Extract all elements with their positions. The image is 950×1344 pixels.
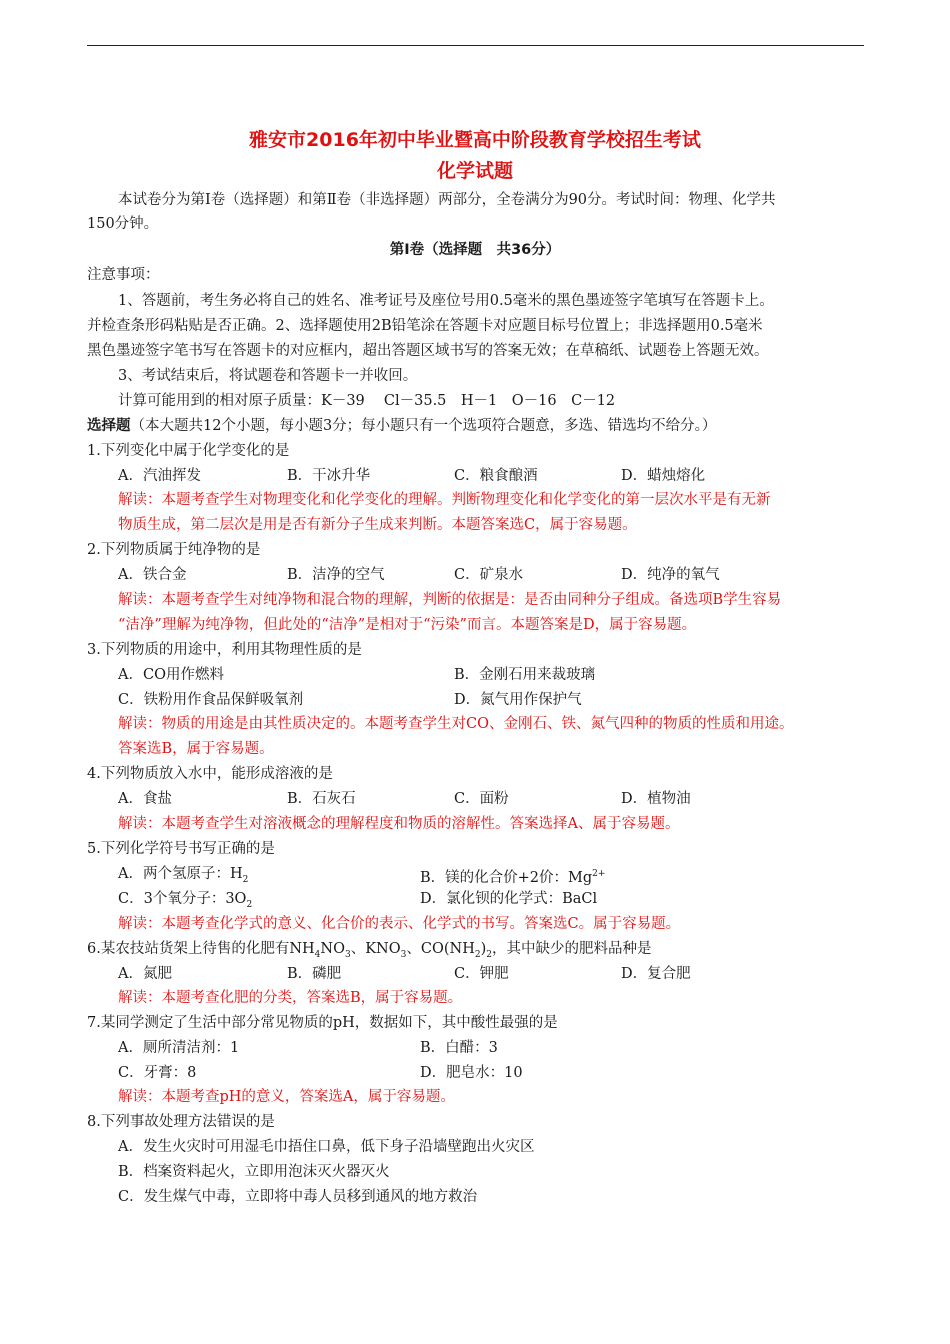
- q4-option-c: C．面粉: [454, 791, 509, 807]
- q4-option-a: A．食盐: [118, 791, 172, 807]
- q6-explanation-1: 解读：本题考查化肥的分类，答案选B，属于容易题。: [118, 990, 463, 1006]
- q3-stem: 3.下列物质的用途中，利用其物理性质的是: [87, 642, 362, 658]
- q5-option-a: [118, 864, 248, 890]
- q8-option-c: C．发生煤气中毒，立即将中毒人员移到通风的地方救治: [118, 1189, 478, 1205]
- choice-section-heading: [87, 416, 716, 436]
- q6-option-b: B．磷肥: [287, 966, 342, 982]
- q1-option-a: A．汽油挥发: [118, 468, 201, 484]
- q5-option-c-subscript: 2: [246, 899, 253, 910]
- q1-option-b: B．干冰升华: [287, 468, 371, 484]
- note-1c: 黑色墨迹签字笔书写在答题卡的对应框内，超出答题区域书写的答案无效；在草稿纸、试题卷上答题无效。: [87, 343, 769, 359]
- q5-option-c-text: C．3个氧分子：3O: [118, 891, 247, 907]
- q4-option-d: D．植物油: [621, 791, 691, 807]
- q5-option-d: D．氯化钡的化学式：BaCl: [420, 891, 598, 907]
- q1-option-d: D．蜡烛熔化: [621, 468, 706, 484]
- q6-stem-text-2: NO: [320, 941, 345, 957]
- q4-explanation-1: 解读：本题考查学生对溶液概念的理解程度和物质的溶解性。答案选择A、属于容易题。: [118, 816, 680, 832]
- q6-stem: [87, 939, 652, 965]
- notes-heading: 注意事项：: [87, 267, 160, 283]
- q6-stem-text-4: 、CO(NH: [406, 941, 475, 957]
- q4-stem: 4.下列物质放入水中，能形成溶液的是: [87, 766, 333, 782]
- q6-stem-sub-1: 4: [314, 949, 321, 960]
- q6-stem-sub-3: 3: [400, 949, 407, 960]
- q7-explanation-1: 解读：本题考查pH的意义，答案选A，属于容易题。: [118, 1089, 455, 1105]
- q5-option-c: [118, 889, 252, 915]
- note-1a: 1、答题前，考生务必将自己的姓名、准考证号及座位号用0.5毫米的黑色墨迹签字笔填写在答题卡上。: [118, 293, 774, 309]
- q3-option-b: B．金刚石用来裁玻璃: [454, 667, 596, 683]
- q5-option-a-subscript: 2: [242, 874, 249, 885]
- header-rule: [87, 45, 864, 46]
- subject-title: 化学试题: [436, 160, 513, 182]
- q3-explanation-1: 解读：物质的用途是由其性质决定的。本题考查学生对CO、金刚石、铁、氮气四种的物质的性质和用途。: [118, 716, 794, 732]
- note-1b: 并检查条形码粘贴是否正确。2、选择题使用2B铅笔涂在答题卡对应题目标号位置上；非选择题用0.5毫米: [87, 318, 763, 334]
- q3-option-a: A．CO用作燃料: [118, 667, 224, 683]
- q7-option-c: C．牙膏：8: [118, 1065, 197, 1081]
- q5-explanation-1: 解读：本题考查化学式的意义、化合价的表示、化学式的书写。答案选C。属于容易题。: [118, 916, 681, 932]
- q5-option-b-text: B．镁的化合价+2价：Mg: [420, 869, 593, 886]
- q6-option-c: C．钾肥: [454, 966, 509, 982]
- q2-option-c: C．矿泉水: [454, 567, 524, 583]
- q5-option-a-text: A．两个氢原子：H: [118, 866, 243, 882]
- q6-stem-sub-5: 2: [486, 949, 492, 960]
- q4-option-b: B．石灰石: [287, 791, 356, 807]
- q5-option-b-superscript: 2+: [592, 869, 606, 879]
- section-title: 第Ⅰ卷（选择题 共36分）: [389, 242, 561, 258]
- q6-stem-text-5: ): [480, 941, 487, 957]
- q8-option-b: B．档案资料起火，立即用泡沫灭火器灭火: [118, 1164, 390, 1180]
- q6-stem-text-1: 6.某农技站货架上待售的化肥有NH: [87, 941, 315, 957]
- q5-option-b: [420, 864, 605, 888]
- q2-explanation-1: 解读：本题考查学生对纯净物和混合物的理解，判断的依据是：是否由同种分子组成。备选项B学生容易: [118, 592, 782, 608]
- q2-option-a: A．铁合金: [118, 567, 187, 583]
- q5-stem: 5.下列化学符号书写正确的是: [87, 841, 275, 857]
- q2-option-b: B．洁净的空气: [287, 567, 385, 583]
- q6-option-a: A．氮肥: [118, 966, 172, 982]
- intro-line-1: 本试卷分为第Ⅰ卷（选择题）和第Ⅱ卷（非选择题）两部分，全卷满分为90分。考试时间：物理、化学共: [118, 192, 776, 208]
- q8-stem: 8.下列事故处理方法错误的是: [87, 1114, 275, 1130]
- q6-stem-sub-2: 3: [344, 949, 351, 960]
- q1-explanation-2: 物质生成，第二层次是用是否有新分子生成来判断。本题答案选C，属于容易题。: [118, 517, 637, 533]
- q6-stem-sub-4: 2: [474, 949, 481, 960]
- q2-option-d: D．纯净的氧气: [621, 567, 720, 583]
- q2-stem: 2.下列物质属于纯净物的是: [87, 542, 261, 558]
- q7-option-b: B．白醋：3: [420, 1040, 498, 1056]
- exam-title: 雅安市2016年初中毕业暨高中阶段教育学校招生考试: [249, 129, 701, 151]
- choice-section-instructions: （本大题共12个小题，每小题3分；每小题只有一个选项符合题意，多选、错选均不给分。）: [130, 418, 717, 434]
- q1-explanation-1: 解读：本题考查学生对物理变化和化学变化的理解。判断物理变化和化学变化的第一层次水平是有无新: [118, 492, 771, 508]
- q1-stem: 1.下列变化中属于化学变化的是: [87, 443, 290, 459]
- q7-option-a: A．厕所清洁剂：1: [118, 1040, 240, 1056]
- q7-stem: 7.某同学测定了生活中部分常见物质的pH，数据如下，其中酸性最强的是: [87, 1015, 558, 1031]
- choice-section-label: 选择题: [87, 418, 131, 434]
- q6-stem-text-3: 、KNO: [350, 941, 401, 957]
- q6-option-d: D．复合肥: [621, 966, 691, 982]
- intro-line-2: 150分钟。: [87, 216, 159, 232]
- atomic-mass-line: 计算可能用到的相对原子质量：K－39 Cl－35.5 H－1 O－16 C－12: [118, 393, 616, 409]
- q6-stem-text-6: ，其中缺少的肥料品种是: [492, 941, 652, 957]
- q3-option-d: D．氮气用作保护气: [454, 692, 582, 708]
- q2-explanation-2: “洁净”理解为纯净物，但此处的“洁净”是相对于“污染”而言。本题答案是D，属于容易题。: [118, 617, 697, 633]
- q3-option-c: C．铁粉用作食品保鲜吸氧剂: [118, 692, 304, 708]
- q3-explanation-2: 答案选B，属于容易题。: [118, 741, 274, 757]
- q1-option-c: C．粮食酿酒: [454, 468, 538, 484]
- q8-option-a: A．发生火灾时可用湿毛巾捂住口鼻，低下身子沿墙壁跑出火灾区: [118, 1139, 535, 1155]
- note-3: 3、考试结束后，将试题卷和答题卡一并收回。: [118, 368, 418, 384]
- q7-option-d: D．肥皂水：10: [420, 1065, 523, 1081]
